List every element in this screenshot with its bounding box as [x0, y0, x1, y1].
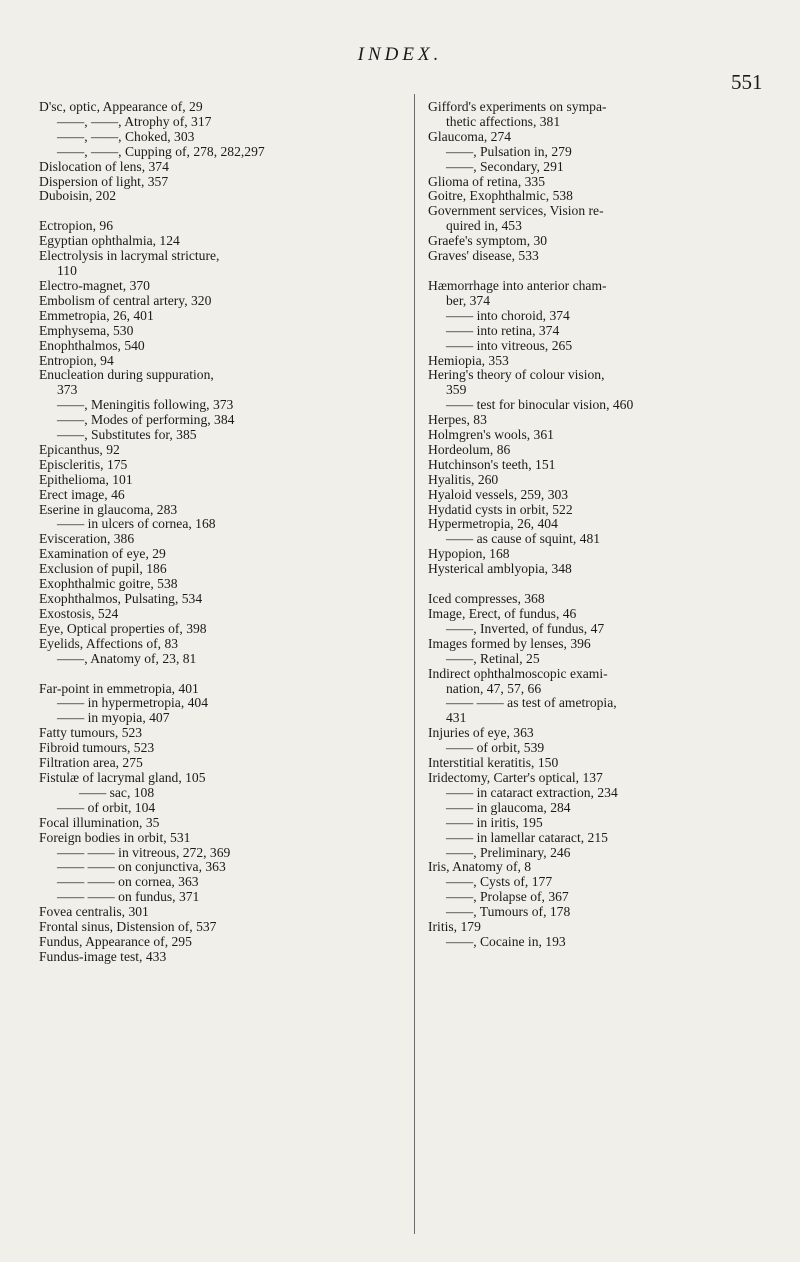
index-entry: —— in cataract extraction, 234	[446, 784, 618, 800]
index-entry: Examination of eye, 29	[39, 546, 166, 562]
index-entry: Focal illumination, 35	[39, 814, 160, 830]
index-entry: Frontal sinus, Distension of, 537	[39, 919, 217, 935]
index-entry: ——, Cysts of, 177	[446, 874, 553, 890]
index-entry: Hæmorrhage into anterior cham-	[428, 277, 607, 293]
index-entry: Image, Erect, of fundus, 46	[428, 606, 577, 621]
index-entry: Fatty tumours, 523	[39, 725, 143, 741]
page-number: 551	[731, 70, 763, 94]
index-entry: ——, Inverted, of fundus, 47	[446, 620, 605, 636]
index-entry: nation, 47, 57, 66	[446, 680, 542, 696]
running-title: INDEX.	[357, 44, 443, 65]
index-entry: ——, ——, Cupping of, 278, 282,297	[57, 143, 265, 159]
section-gap	[39, 204, 399, 219]
index-entry: Hypopion, 168	[428, 546, 510, 562]
index-entry: Iris, Anatomy of, 8	[428, 859, 532, 875]
index-entry: —— in iritis, 195	[446, 814, 543, 830]
index-entry: Evisceration, 386	[39, 531, 135, 547]
index-entry: Glioma of retina, 335	[428, 173, 546, 189]
index-entry: Embolism of central artery, 320	[39, 292, 212, 308]
index-entry: —— in lamellar cataract, 215	[446, 829, 608, 845]
index-column-left	[39, 100, 399, 965]
index-entry: Enucleation during suppuration,	[39, 367, 214, 383]
index-entry: Filtration area, 275	[39, 755, 143, 771]
index-entry: Duboisin, 202	[39, 188, 117, 204]
index-entry: ——, Tumours of, 178	[446, 904, 571, 920]
index-entry: D'sc, optic, Appearance of, 29	[39, 99, 203, 114]
section-gap	[39, 667, 399, 682]
index-entry: Injuries of eye, 363	[428, 725, 534, 741]
index-entry: Eyelids, Affections of, 83	[39, 635, 179, 651]
index-entry: —— in glaucoma, 284	[446, 799, 571, 815]
index-entry: Emmetropia, 26, 401	[39, 307, 154, 323]
index-entry: 431	[446, 710, 467, 726]
index-entry: —— as cause of squint, 481	[446, 531, 601, 547]
index-entry: Graves' disease, 533	[428, 248, 539, 264]
index-entry: Hypermetropia, 26, 404	[428, 516, 558, 532]
index-entry: Goitre, Exophthalmic, 538	[428, 188, 573, 204]
index-entry: ——, Anatomy of, 23, 81	[57, 650, 197, 666]
index-entry: Exophthalmos, Pulsating, 534	[39, 591, 203, 606]
index-entry: 110	[57, 263, 77, 279]
index-entry: ——, ——, Choked, 303	[57, 128, 195, 144]
index-entry: Eserine in glaucoma, 283	[39, 501, 178, 517]
index-entry: Glaucoma, 274	[428, 128, 512, 144]
index-entry: Fistulæ of lacrymal gland, 105	[39, 769, 206, 785]
index-entry: Iridectomy, Carter's optical, 137	[428, 769, 603, 785]
index-entry: —— —— on fundus, 371	[57, 889, 200, 905]
index-entry: Eye, Optical properties of, 398	[39, 620, 207, 636]
index-entry: Images formed by lenses, 396	[428, 635, 591, 651]
index-entry: Gifford's experiments on sympa-	[428, 99, 607, 114]
index-entry: Hyaloid vessels, 259, 303	[428, 486, 569, 502]
index-entry: —— sac, 108	[79, 784, 155, 800]
index-entry: thetic affections, 381	[446, 113, 561, 129]
section-gap	[428, 264, 788, 279]
index-entry: 373	[57, 382, 78, 398]
index-entry: Herpes, 83	[428, 412, 487, 428]
index-entry: Holmgren's wools, 361	[428, 427, 554, 443]
index-entry: ——, Modes of performing, 384	[57, 412, 235, 428]
index-entry: ——, Pulsation in, 279	[446, 143, 572, 159]
index-entry: Erect image, 46	[39, 486, 125, 502]
index-entry: Exostosis, 524	[39, 605, 119, 621]
index-entry: Government services, Vision re-	[428, 203, 604, 219]
index-entry: Entropion, 94	[39, 352, 114, 368]
index-entry: Electrolysis in lacrymal stricture,	[39, 248, 220, 264]
index-entry: —— into retina, 374	[446, 322, 560, 338]
index-entry: —— —— as test of ametropia,	[446, 695, 617, 711]
index-entry: —— —— on conjunctiva, 363	[57, 859, 226, 875]
index-entry: Hyalitis, 260	[428, 471, 499, 487]
index-entry: —— into vitreous, 265	[446, 337, 573, 353]
index-entry: ber, 374	[446, 292, 491, 308]
index-entry: ——, Retinal, 25	[446, 650, 540, 666]
index-entry: —— —— in vitreous, 272, 369	[57, 844, 231, 860]
index-entry: Enophthalmos, 540	[39, 337, 145, 353]
index-entry: Ectropion, 96	[39, 218, 113, 234]
index-entry: Iritis, 179	[428, 919, 481, 935]
index-entry: ——, Prolapse of, 367	[446, 889, 569, 905]
index-entry: Egyptian ophthalmia, 124	[39, 233, 180, 249]
index-entry: ——, ——, Atrophy of, 317	[57, 113, 212, 129]
index-entry: ——, Secondary, 291	[446, 158, 564, 174]
index-entry: ——, Meningitis following, 373	[57, 397, 234, 413]
index-entry: Hutchinson's teeth, 151	[428, 456, 556, 472]
index-entry: Fundus, Appearance of, 295	[39, 933, 192, 949]
index-entry: —— in myopia, 407	[57, 710, 170, 726]
index-entry: Hering's theory of colour vision,	[428, 367, 605, 383]
index-entry: Hysterical amblyopia, 348	[428, 561, 572, 577]
index-entry: Episcleritis, 175	[39, 456, 128, 472]
index-entry: —— in hypermetropia, 404	[57, 695, 209, 711]
index-entry: Graefe's symptom, 30	[428, 233, 548, 249]
index-entry: —— —— on cornea, 363	[57, 874, 199, 890]
index-entry: quired in, 453	[446, 218, 522, 234]
index-entry: Hemiopia, 353	[428, 352, 509, 368]
index-entry: —— test for binocular vision, 460	[446, 397, 634, 413]
index-entry: 359	[446, 382, 467, 398]
index-entry: Hordeolum, 86	[428, 441, 511, 457]
index-entry: Dislocation of lens, 374	[39, 158, 169, 174]
index-entry: —— of orbit, 539	[446, 740, 545, 756]
index-entry: Epicanthus, 92	[39, 441, 120, 457]
index-entry: ——, Substitutes for, 385	[57, 427, 197, 443]
index-entry: Hydatid cysts in orbit, 522	[428, 501, 573, 517]
index-entry: —— into choroid, 374	[446, 307, 570, 323]
index-entry: Iced compresses, 368	[428, 591, 545, 607]
index-entry: Far-point in emmetropia, 401	[39, 680, 199, 696]
index-entry: Exclusion of pupil, 186	[39, 561, 167, 577]
index-entry: ——, Cocaine in, 193	[446, 933, 566, 949]
index-entry: —— of orbit, 104	[57, 799, 156, 815]
index-entry: Foreign bodies in orbit, 531	[39, 829, 191, 845]
column-divider	[414, 94, 415, 1234]
index-entry: Exophthalmic goitre, 538	[39, 576, 178, 592]
index-entry: Dispersion of light, 357	[39, 173, 169, 189]
index-entry: —— in ulcers of cornea, 168	[57, 516, 216, 532]
section-gap	[428, 577, 788, 592]
index-entry: Interstitial keratitis, 150	[428, 755, 559, 771]
index-entry: Fundus-image test, 433	[39, 948, 167, 964]
index-entry: Indirect ophthalmoscopic exami-	[428, 665, 608, 681]
index-column-right	[428, 100, 788, 950]
index-entry: Electro-magnet, 370	[39, 277, 150, 293]
index-entry: Emphysema, 530	[39, 322, 134, 338]
index-entry: ——, Preliminary, 246	[446, 844, 571, 860]
index-entry: Fibroid tumours, 523	[39, 740, 155, 756]
index-entry: Epithelioma, 101	[39, 471, 133, 487]
index-entry: Fovea centralis, 301	[39, 904, 149, 920]
